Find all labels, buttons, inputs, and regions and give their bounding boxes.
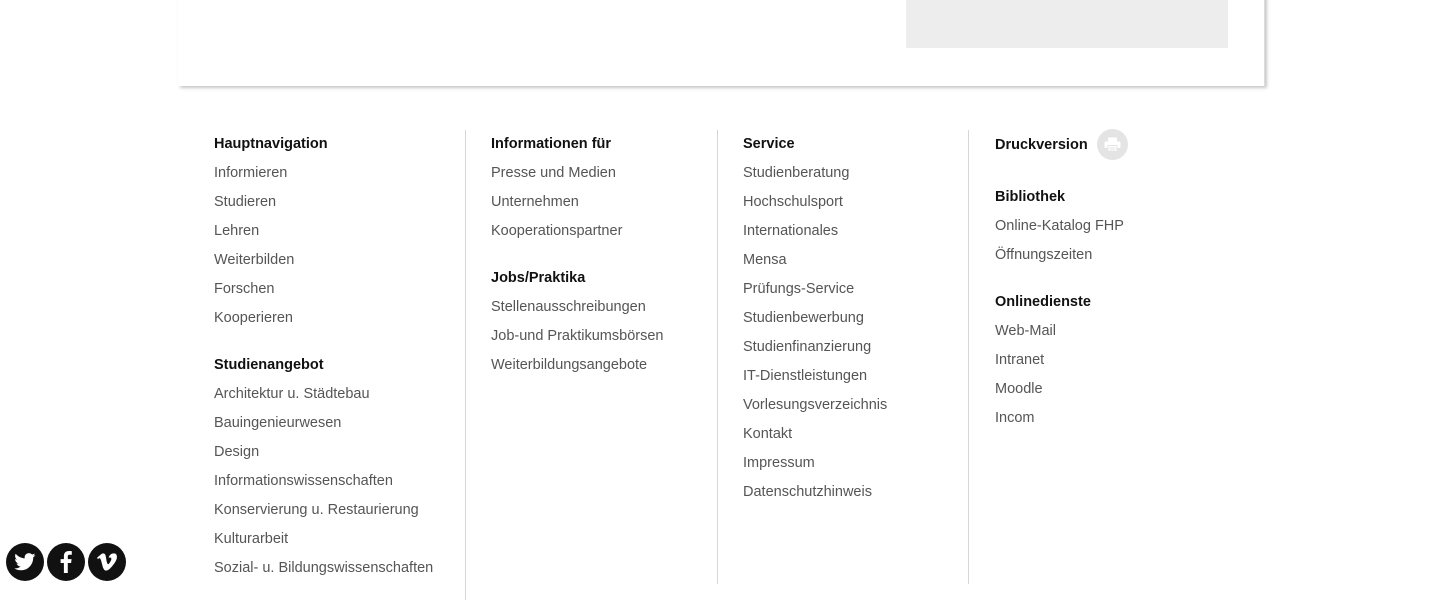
footer-link-web-mail[interactable]: Web-Mail [995,323,1056,339]
footer-link-kulturarbeit[interactable]: Kulturarbeit [214,531,289,547]
footer-column-library-online [995,130,1235,451]
group-title: Service [743,136,795,152]
column-divider [717,130,718,584]
column-divider [465,130,466,600]
content-card [178,0,1265,86]
footer-link-unternehmen[interactable]: Unternehmen [491,194,579,210]
footer-link-stellenausschreibungen[interactable]: Stellenausschreibungen [491,299,646,315]
footer-link-kontakt[interactable]: Kontakt [743,426,793,442]
footer-link-oeffnungszeiten[interactable]: Öffnungszeiten [995,247,1093,263]
footer-link-kooperieren[interactable]: Kooperieren [214,310,293,326]
footer-link-datenschutzhinweis[interactable]: Datenschutzhinweis [743,484,872,500]
print-version-link[interactable]: Druckversion [995,136,1088,153]
footer-link-vorlesungsverzeichnis[interactable]: Vorlesungsverzeichnis [743,397,888,413]
group-title: Hauptnavigation [214,136,328,152]
footer-link-kooperationspartner[interactable]: Kooperationspartner [491,223,623,239]
footer-link-mensa[interactable]: Mensa [743,252,787,268]
footer-link-internationales[interactable]: Internationales [743,223,839,239]
footer-column-main-navigation [214,130,464,600]
footer-link-intranet[interactable]: Intranet [995,352,1045,368]
group-informationen-fuer [491,130,716,246]
group-service [743,130,968,507]
vimeo-icon[interactable] [88,543,126,581]
footer [0,130,1441,600]
group-title: Onlinedienste [995,294,1091,310]
group-title: Jobs/Praktika [491,270,586,286]
twitter-icon[interactable] [6,543,44,581]
footer-link-online-katalog[interactable]: Online-Katalog FHP [995,218,1124,234]
footer-link-praktikumsboersen[interactable]: Job-und Praktikumsbörsen [491,328,664,344]
footer-link-design[interactable]: Design [214,444,260,460]
footer-link-architektur[interactable]: Architektur u. Städtebau [214,386,370,402]
footer-link-it-dienstleistungen[interactable]: IT-Dienstleistungen [743,368,868,384]
group-bibliothek [995,183,1235,270]
footer-column-service [743,130,968,525]
group-studienangebot [214,351,464,583]
group-jobs-praktika [491,264,716,380]
footer-link-pruefungs-service[interactable]: Prüfungs-Service [743,281,855,297]
footer-link-studienbewerbung[interactable]: Studienbewerbung [743,310,864,326]
footer-link-bauingenieurwesen[interactable]: Bauingenieurwesen [214,415,342,431]
sidebar-panel [906,0,1228,48]
footer-link-konservierung[interactable]: Konservierung u. Restaurierung [214,502,419,518]
footer-link-moodle[interactable]: Moodle [995,381,1043,397]
footer-link-hochschulsport[interactable]: Hochschulsport [743,194,843,210]
group-title: Bibliothek [995,189,1066,205]
print-version-row [995,130,1235,159]
group-hauptnavigation [214,130,464,333]
footer-link-sozialwissenschaften[interactable]: Sozial- u. Bildungswissenschaften [214,560,434,576]
printer-icon[interactable] [1097,129,1128,160]
footer-link-informationswissenschaften[interactable]: Informationswissenschaften [214,473,393,489]
footer-link-incom[interactable]: Incom [995,410,1035,426]
footer-link-studienfinanzierung[interactable]: Studienfinanzierung [743,339,872,355]
footer-link-forschen[interactable]: Forschen [214,281,275,297]
footer-link-studieren[interactable]: Studieren [214,194,277,210]
footer-link-informieren[interactable]: Informieren [214,165,288,181]
facebook-icon[interactable] [47,543,85,581]
footer-link-impressum[interactable]: Impressum [743,455,815,471]
footer-link-presse[interactable]: Presse und Medien [491,165,616,181]
group-title: Informationen für [491,136,612,152]
footer-column-information [491,130,716,398]
social-links [6,543,129,581]
group-onlinedienste [995,288,1235,433]
footer-link-studienberatung[interactable]: Studienberatung [743,165,850,181]
column-divider [968,130,969,584]
footer-link-weiterbilden[interactable]: Weiterbilden [214,252,295,268]
footer-link-weiterbildungsangebote[interactable]: Weiterbildungsangebote [491,357,648,373]
footer-link-lehren[interactable]: Lehren [214,223,260,239]
group-title: Studienangebot [214,357,324,373]
